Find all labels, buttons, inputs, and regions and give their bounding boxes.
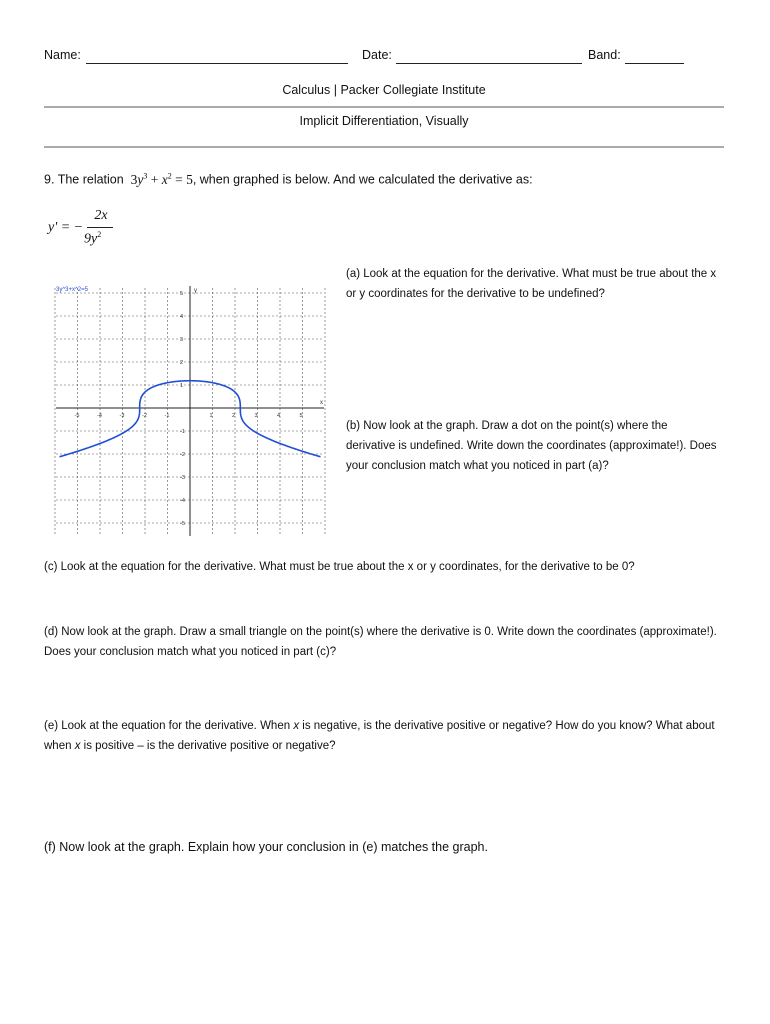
- part-c: (c) Look at the equation for the derivative. What must be true about the x or y coordinates, for the derivative to be 0?: [44, 561, 635, 573]
- course-title: Calculus | Packer Collegiate Institute: [282, 83, 486, 97]
- x-axis-name: x: [320, 400, 323, 406]
- y-tick-label: -4: [180, 498, 185, 504]
- x-tick-label: 5: [299, 413, 303, 419]
- implicit-graph: [54, 280, 330, 540]
- x-tick-label: -3: [119, 413, 125, 419]
- x-variable: x: [293, 720, 300, 732]
- x-variable: x: [74, 740, 81, 752]
- part-f: (f) Now look at the graph. Explain how your conclusion in (e) matches the graph.: [44, 840, 488, 854]
- relation-equation: $3y^3 + x^2 = 5$: [130, 171, 193, 187]
- intro-suffix: , when graphed is below. And we calculated the derivative as:: [192, 172, 533, 187]
- x-tick-labels: [75, 413, 303, 419]
- name-label: Name:: [44, 48, 81, 62]
- x-tick-label: -2: [142, 413, 147, 419]
- date-field[interactable]: [396, 63, 582, 64]
- topic-title: Implicit Differentiation, Visually: [299, 114, 469, 128]
- question-intro: [44, 171, 533, 188]
- y-tick-label: 5: [180, 291, 184, 297]
- band-field[interactable]: [625, 63, 684, 64]
- derivative-numerator: 2x: [94, 208, 108, 223]
- derivative-lhs: y' = −: [48, 220, 84, 235]
- part-e: (e) Look at the equation for the derivative. When x is negative, is the derivative positive or negative? How do you know? What about when x is positive – is the derivative positive or negative?: [44, 720, 715, 752]
- y-tick-label: -1: [180, 429, 185, 435]
- date-label: Date:: [362, 48, 392, 62]
- y-tick-labels: [180, 291, 185, 527]
- x-tick-label: -4: [97, 413, 102, 419]
- part-d: (d) Now look at the graph. Draw a small triangle on the point(s) where the derivative is 0. Write down the coordinates (approximate!). Does your conclusion match what you noticed in part (c)?: [44, 626, 717, 658]
- y-axis-name: y: [194, 288, 197, 294]
- x-tick-label: -1: [164, 413, 170, 419]
- part-a: (a) Look at the equation for the derivative. What must be true about the x or y coordinates for the derivative to be undefined?: [346, 268, 717, 300]
- part-b: (b) Now look at the graph. Draw a dot on the point(s) where the derivative is undefined. Write down the coordinates (approximate!). Does your conclusion match what you noticed in part (a)?: [346, 420, 717, 472]
- name-field[interactable]: [86, 63, 348, 64]
- derivative-denominator: $9y^2$: [84, 230, 102, 247]
- y-tick-label: -2: [180, 452, 185, 458]
- x-tick-label: 3: [254, 413, 258, 419]
- band-label: Band:: [588, 48, 621, 62]
- y-tick-label: -3: [180, 475, 185, 481]
- fraction-bar: [87, 227, 113, 228]
- y-tick-label: 1: [180, 383, 184, 389]
- divider-1: [44, 106, 724, 108]
- graph-axes: [56, 286, 324, 536]
- y-tick-label: 4: [180, 314, 184, 320]
- question-number: 9.: [44, 172, 55, 187]
- x-tick-label: 2: [232, 413, 236, 419]
- curve-right-branch: [240, 408, 320, 457]
- graph-equation-label: 3y^3+x^2=5: [56, 287, 88, 293]
- y-tick-label: -5: [180, 521, 185, 527]
- intro-prefix: The relation: [57, 172, 124, 187]
- x-tick-label: 1: [209, 413, 213, 419]
- x-tick-label: -5: [74, 413, 80, 419]
- y-tick-label: 3: [180, 337, 184, 343]
- divider-2: [44, 146, 724, 148]
- y-tick-label: 2: [180, 360, 184, 366]
- x-tick-label: 4: [277, 413, 281, 419]
